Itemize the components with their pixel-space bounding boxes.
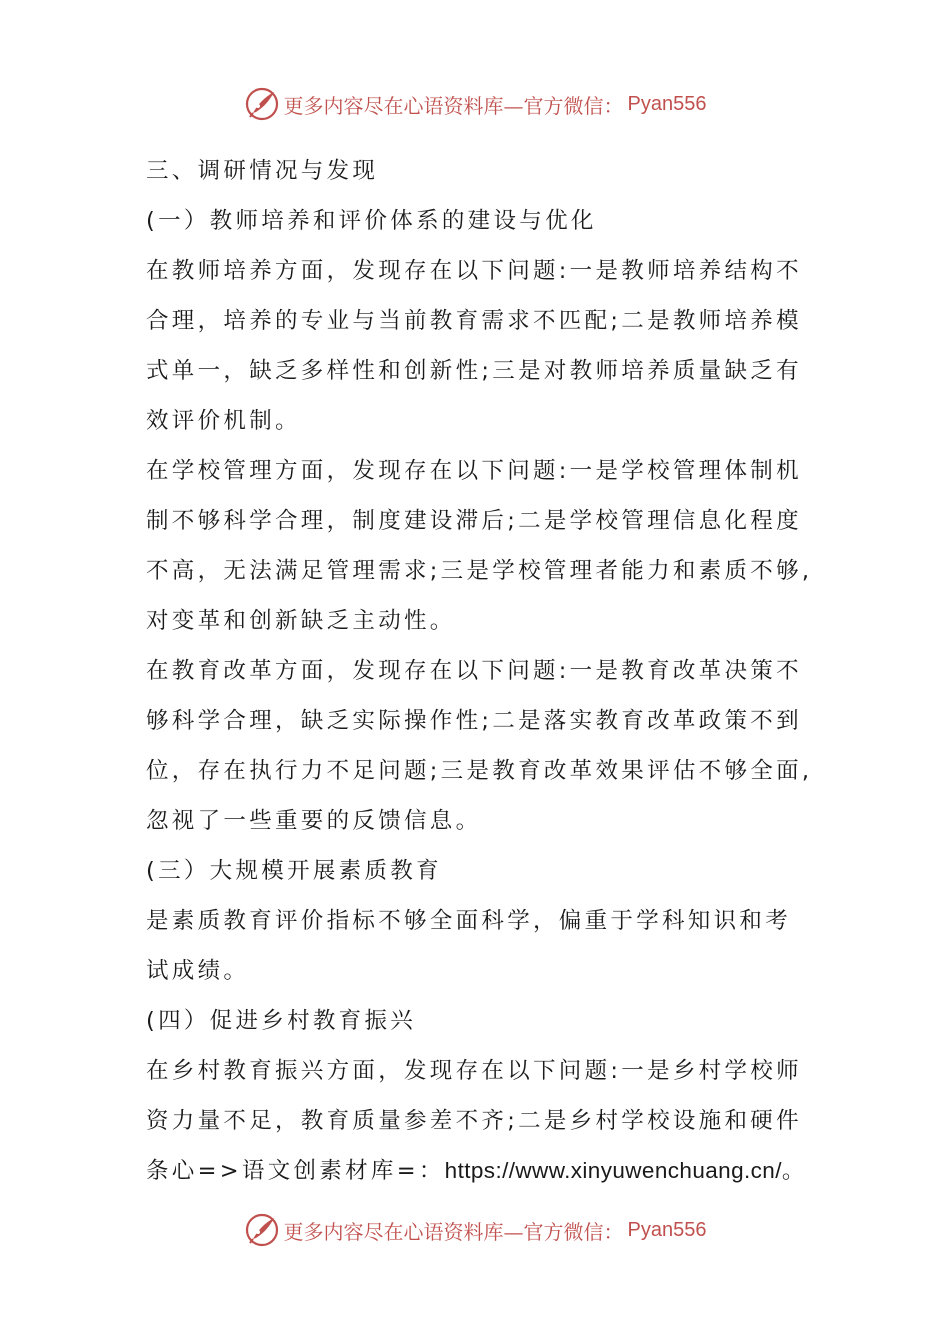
subsection-heading: (四）促进乡村教育振兴 [146, 1008, 417, 1034]
paragraph-line: 不高，无法满足管理需求;三是学校管理者能力和素质不够, [146, 558, 813, 584]
paragraph-line: 资力量不足，教育质量参差不齐;二是乡村学校设施和硬件 [146, 1108, 802, 1134]
footer-text: 更多内容尽在心语资料库—官方微信： [283, 1219, 624, 1244]
paragraph-line: 合理，培养的专业与当前教育需求不匹配;二是教师培养模 [146, 308, 802, 334]
paragraph-line-with-link [146, 1146, 826, 1196]
paragraph-line: 忽视了一些重要的反馈信息。 [146, 808, 482, 834]
document-body [146, 146, 826, 1196]
subsection-heading: (三）大规模开展素质教育 [146, 858, 442, 884]
paragraph-line: 试成绩。 [146, 958, 250, 984]
header-banner [0, 84, 950, 124]
header-wechat-id: Pyan556 [627, 92, 707, 115]
paragraph-line: 效评价机制。 [146, 408, 301, 434]
paragraph-line: 对变革和创新缺乏主动性。 [146, 608, 456, 634]
paragraph-line: 在教师培养方面，发现存在以下问题:一是教师培养结构不 [146, 258, 802, 284]
paragraph-line: 是素质教育评价指标不够全面科学，偏重于学科知识和考 [146, 908, 792, 934]
paragraph-line: 在学校管理方面，发现存在以下问题:一是学校管理体制机 [146, 458, 802, 484]
quill-pen-icon [244, 1212, 280, 1248]
link-suffix-text: 。 [781, 1158, 808, 1184]
paragraph-line: 位，存在执行力不足问题;三是教育改革效果评估不够全面, [146, 758, 813, 784]
subsection-heading: (一）教师培养和评价体系的建设与优化 [146, 208, 597, 234]
section-heading: 三、调研情况与发现 [146, 158, 379, 184]
paragraph-line: 在教育改革方面，发现存在以下问题:一是教育改革决策不 [146, 658, 802, 684]
paragraph-line: 够科学合理，缺乏实际操作性;二是落实教育改革政策不到 [146, 708, 802, 734]
paragraph-line: 在乡村教育振兴方面，发现存在以下问题:一是乡村学校师 [146, 1058, 802, 1084]
paragraph-line: 式单一，缺乏多样性和创新性;三是对教师培养质量缺乏有 [146, 358, 802, 384]
website-link[interactable]: https://www.xinyuwenchuang.cn/ [444, 1158, 782, 1183]
footer-banner [0, 1210, 950, 1250]
footer-wechat-id: Pyan556 [627, 1218, 707, 1241]
paragraph-line: 制不够科学合理，制度建设滞后;二是学校管理信息化程度 [146, 508, 802, 534]
header-text: 更多内容尽在心语资料库—官方微信： [283, 93, 624, 118]
link-prefix-text: 条心=>语文创素材库=： [146, 1158, 445, 1184]
quill-pen-icon [244, 86, 280, 122]
